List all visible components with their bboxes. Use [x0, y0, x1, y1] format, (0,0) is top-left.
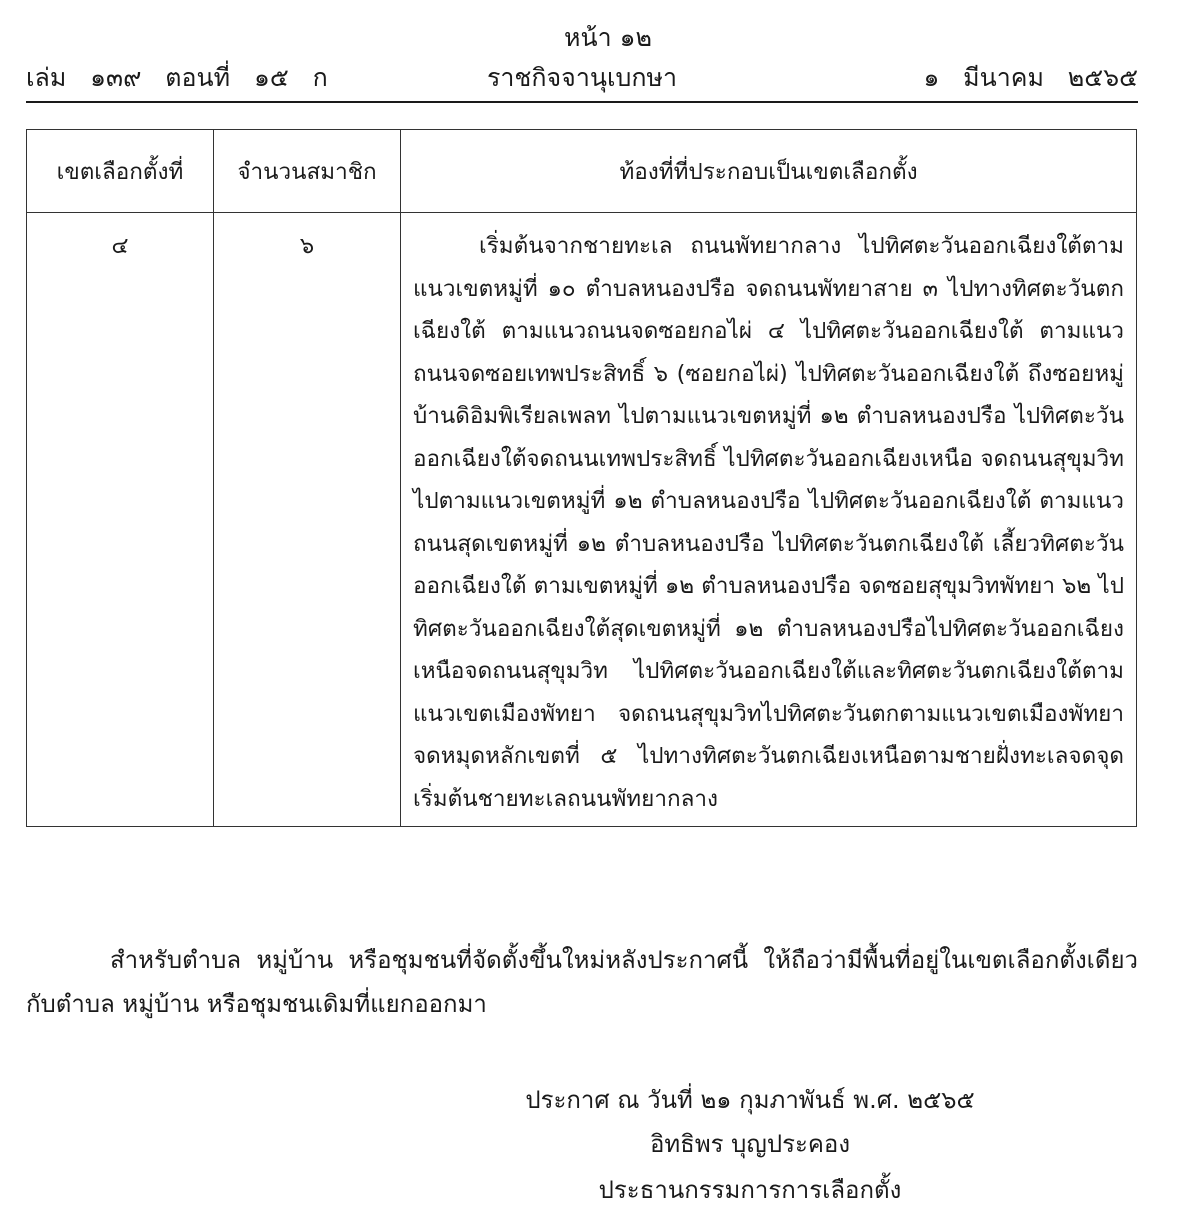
table-header-row — [27, 130, 1137, 213]
district-number: ๔ — [27, 213, 214, 827]
column-header-area: ท้องที่ที่ประกอบเป็นเขตเลือกตั้ง — [401, 130, 1137, 213]
member-count: ๖ — [214, 213, 401, 827]
area-description-cell — [401, 213, 1137, 827]
table-row — [27, 213, 1137, 827]
area-description: เริ่มต้นจากชายทะเล ถนนพัทยากลาง ไปทิศตะวันออกเฉียงใต้ตามแนวเขตหมู่ที่ ๑๐ ตำบลหนองปรือ จดถนนพัทยาสาย ๓ ไปทางทิศตะวันตกเฉียงใต้ ตามแนวถนนจดซอยกอไผ่ ๔ ไปทิศตะวันออกเฉียงใต้ ตามแนวถนนจดซอยเทพประสิทธิ์ ๖ (ซอยกอไผ่) ไปทิศตะวันออกเฉียงใต้ ถึงซอยหมู่บ้านดิอิมพิเรียลเพลท ไปตามแนวเขตหมู่ที่ ๑๒ ตำบลหนองปรือ ไปทิศตะวันออกเฉียงใต้จดถนนเทพประสิทธิ์ ไปทิศตะวันออกเฉียงเหนือ จดถนนสุขุมวิทไปตามแนวเขตหมู่ที่ ๑๒ ตำบลหนองปรือ ไปทิศตะวันออกเฉียงใต้ ตามแนวถนนสุดเขตหมู่ที่ ๑๒ ตำบลหนองปรือ ไปทิศตะวันตกเฉียงใต้ เลี้ยวทิศตะวันออกเฉียงใต้ ตามเขตหมู่ที่ ๑๒ ตำบลหนองปรือ จดซอยสุขุมวิทพัทยา ๖๒ ไปทิศตะวันออกเฉียงใต้สุดเขตหมู่ที่ ๑๒ ตำบลหนองปรือไปทิศตะวันออกเฉียงเหนือจดถนนสุขุมวิท ไปทิศตะวันออกเฉียงใต้และทิศตะวันตกเฉียงใต้ตามแนวเขตเมืองพัทยา จดถนนสุขุมวิทไปทิศตะวันตกตามแนวเขตเมืองพัทยาจดหมุดหลักเขตที่ ๕ ไปทางทิศตะวันตกเฉียงเหนือตามชายฝั่งทะเลจดจุดเริ่มต้นชายทะเลถนนพัทยากลาง — [413, 233, 1124, 812]
column-header-members: จำนวนสมาชิก — [214, 130, 401, 213]
announcement-date: ประกาศ ณ วันที่ ๒๑ กุมภาพันธ์ พ.ศ. ๒๕๖๕ — [525, 1086, 975, 1114]
district-table — [26, 129, 1137, 827]
gazette-title: ราชกิจจานุเบกษา — [486, 63, 678, 92]
signatory-name: อิทธิพร บุญประคอง — [649, 1130, 851, 1158]
publication-date: ๑ มีนาคม ๒๕๖๕ — [923, 63, 1138, 92]
gazette-header — [26, 58, 1138, 98]
column-header-district: เขตเลือกตั้งที่ — [27, 130, 214, 213]
signatory-title: ประธานกรรมการการเลือกตั้ง — [598, 1176, 902, 1204]
volume-issue: เล่ม ๑๓๙ ตอนที่ ๑๕ ก — [26, 63, 328, 92]
note-paragraph: สำหรับตำบล หมู่บ้าน หรือชุมชนที่จัดตั้งขึ้นใหม่หลังประกาศนี้ ให้ถือว่ามีพื้นที่อยู่ในเขตเลือกตั้งเดียวกับตำบล หมู่บ้าน หรือชุมชนเดิมที่แยกออกมา — [26, 946, 1138, 1018]
page-number: หน้า ๑๒ — [564, 23, 652, 52]
header-divider — [26, 101, 1138, 103]
